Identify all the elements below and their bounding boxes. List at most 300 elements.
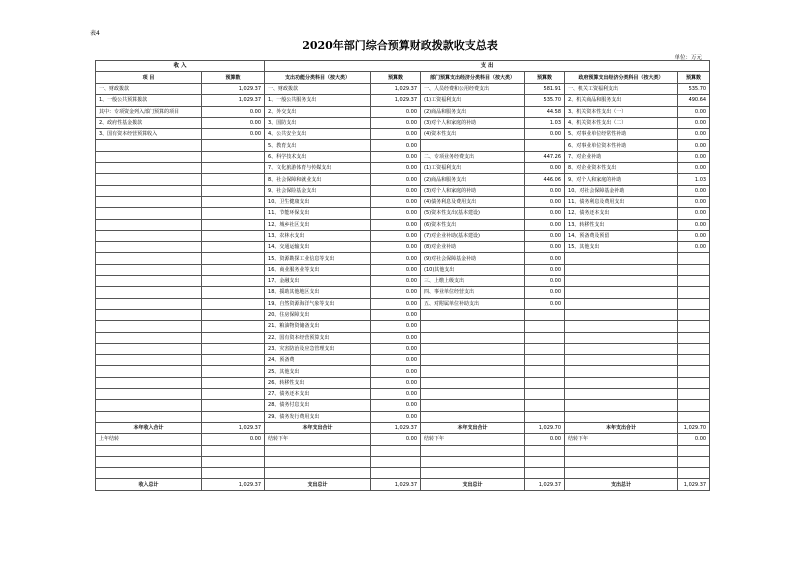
label-cell: 2、机关商品和服务支出 [565, 95, 678, 106]
label-cell: 本年支出合计 [421, 422, 525, 433]
label-cell [96, 355, 202, 366]
col-budget: 预算数 [525, 72, 565, 84]
amount-cell: 1,029.37 [371, 95, 421, 106]
table-row [96, 174, 710, 185]
table-row [96, 298, 710, 309]
amount-cell: 0.00 [525, 219, 565, 230]
amount-cell: 0.00 [371, 264, 421, 275]
label-cell [565, 264, 678, 275]
table-row [96, 287, 710, 298]
label-cell [565, 298, 678, 309]
amount-cell [678, 264, 710, 275]
amount-cell: 0.00 [371, 106, 421, 117]
amount-cell [202, 456, 265, 467]
table-row [96, 219, 710, 230]
amount-cell [525, 377, 565, 388]
amount-cell: 1,029.37 [371, 84, 421, 95]
amount-cell: 0.00 [678, 185, 710, 196]
label-cell: 三、上缴上级支出 [421, 276, 525, 287]
label-cell [565, 377, 678, 388]
amount-cell: 0.00 [525, 264, 565, 275]
amount-cell [202, 366, 265, 377]
column-header-row [96, 72, 710, 84]
year-total-row [96, 422, 710, 433]
table-row [96, 84, 710, 95]
label-cell: 6、科学技术支出 [265, 151, 371, 162]
amount-cell [202, 151, 265, 162]
amount-cell [202, 411, 265, 422]
amount-cell: 0.00 [678, 106, 710, 117]
amount-cell: 0.00 [678, 140, 710, 151]
amount-cell: 1,029.37 [202, 84, 265, 95]
amount-cell: 44.58 [525, 106, 565, 117]
col-dept: 部门预算支出经济分类科目（按大类） [421, 72, 525, 84]
label-cell [565, 445, 678, 456]
label-cell [565, 366, 678, 377]
label-cell: 11、债务利息及费用支出 [565, 196, 678, 207]
label-cell [565, 389, 678, 400]
label-cell [421, 321, 525, 332]
amount-cell [202, 163, 265, 174]
amount-cell [678, 343, 710, 354]
label-cell [96, 456, 202, 467]
label-cell: (4)资本性支出 [421, 129, 525, 140]
amount-cell: 0.00 [678, 151, 710, 162]
amount-cell [202, 400, 265, 411]
document-tag: 表4 [90, 30, 100, 37]
label-cell: 22、国有资本经营预算支出 [265, 332, 371, 343]
label-cell [96, 287, 202, 298]
label-cell: 15、其他支出 [565, 242, 678, 253]
amount-cell: 0.00 [371, 151, 421, 162]
label-cell [565, 355, 678, 366]
table-row [96, 151, 710, 162]
table-row [96, 343, 710, 354]
amount-cell [202, 343, 265, 354]
amount-cell: 0.00 [525, 253, 565, 264]
label-cell [565, 411, 678, 422]
label-cell: (3)对个人和家庭的补助 [421, 117, 525, 128]
label-cell [421, 389, 525, 400]
amount-cell [202, 174, 265, 185]
label-cell [565, 332, 678, 343]
label-cell: (3)对个人和家庭的补助 [421, 185, 525, 196]
label-cell: 15、资源勘探工业信息等支出 [265, 253, 371, 264]
amount-cell: 1,029.37 [525, 479, 565, 490]
label-cell: 10、卫生健康支出 [265, 196, 371, 207]
label-cell [96, 400, 202, 411]
label-cell [421, 355, 525, 366]
amount-cell [525, 389, 565, 400]
label-cell: 4、机关资本性支出（二） [565, 117, 678, 128]
expense-header: 支 出 [265, 61, 710, 72]
amount-cell [525, 468, 565, 479]
table-row [96, 332, 710, 343]
label-cell: 2、政府性基金拨款 [96, 117, 202, 128]
amount-cell: 0.00 [678, 196, 710, 207]
label-cell: 5、对事业单位经常性补助 [565, 129, 678, 140]
table-row [96, 242, 710, 253]
amount-cell: 581.91 [525, 84, 565, 95]
label-cell [421, 309, 525, 320]
label-cell [565, 400, 678, 411]
amount-cell: 0.00 [678, 163, 710, 174]
table-row [96, 185, 710, 196]
label-cell [96, 174, 202, 185]
table-row [96, 366, 710, 377]
label-cell: 29、债务发行费用支出 [265, 411, 371, 422]
label-cell [421, 456, 525, 467]
label-cell [96, 321, 202, 332]
unit-label: 单位：万元 [674, 55, 702, 61]
label-cell [96, 343, 202, 354]
label-cell: 支出总计 [265, 479, 371, 490]
amount-cell: 0.00 [525, 129, 565, 140]
blank-row [96, 445, 710, 456]
amount-cell [371, 456, 421, 467]
label-cell: 2、外交支出 [265, 106, 371, 117]
amount-cell: 0.00 [202, 434, 265, 445]
label-cell: 9、社会保险基金支出 [265, 185, 371, 196]
amount-cell: 0.00 [678, 208, 710, 219]
label-cell [421, 343, 525, 354]
label-cell: 10、对社会保障基金补助 [565, 185, 678, 196]
label-cell: 本年支出合计 [565, 422, 678, 433]
label-cell: (9)对社会保障基金补助 [421, 253, 525, 264]
table-row [96, 355, 710, 366]
amount-cell: 0.00 [371, 163, 421, 174]
amount-cell [525, 366, 565, 377]
label-cell: 5、教育支出 [265, 140, 371, 151]
label-cell: 17、金融支出 [265, 276, 371, 287]
amount-cell: 0.00 [371, 117, 421, 128]
label-cell: 本年收入合计 [96, 422, 202, 433]
label-cell: 23、灾害防治及应急管理支出 [265, 343, 371, 354]
amount-cell: 0.00 [202, 106, 265, 117]
label-cell: (4)债务利息及费用支出 [421, 196, 525, 207]
amount-cell [678, 309, 710, 320]
table-row [96, 117, 710, 128]
amount-cell: 0.00 [371, 400, 421, 411]
table-row [96, 106, 710, 117]
amount-cell [678, 366, 710, 377]
label-cell [96, 468, 202, 479]
amount-cell [525, 456, 565, 467]
amount-cell [678, 355, 710, 366]
amount-cell [525, 332, 565, 343]
grand-total-row [96, 479, 710, 490]
label-cell: 支出总计 [565, 479, 678, 490]
label-cell: 1、一般公共服务支出 [265, 95, 371, 106]
amount-cell [371, 468, 421, 479]
label-cell [265, 468, 371, 479]
amount-cell: 1,029.70 [525, 422, 565, 433]
label-cell [565, 287, 678, 298]
amount-cell [525, 140, 565, 151]
label-cell [565, 309, 678, 320]
label-cell: 3、国有资本经营预算收入 [96, 129, 202, 140]
amount-cell [202, 208, 265, 219]
amount-cell: 447.26 [525, 151, 565, 162]
amount-cell [678, 332, 710, 343]
label-cell [96, 389, 202, 400]
label-cell: 18、援助其他地区支出 [265, 287, 371, 298]
amount-cell [202, 287, 265, 298]
amount-cell [678, 389, 710, 400]
table-row [96, 140, 710, 151]
table-row [96, 253, 710, 264]
label-cell: 13、转移性支出 [565, 219, 678, 230]
amount-cell [678, 400, 710, 411]
label-cell [96, 366, 202, 377]
amount-cell [678, 456, 710, 467]
label-cell [265, 445, 371, 456]
label-cell: 26、转移性支出 [265, 377, 371, 388]
label-cell [565, 468, 678, 479]
label-cell [96, 411, 202, 422]
amount-cell: 1,029.37 [202, 479, 265, 490]
amount-cell [678, 298, 710, 309]
label-cell [565, 321, 678, 332]
amount-cell [202, 309, 265, 320]
amount-cell: 0.00 [371, 185, 421, 196]
amount-cell: 490.64 [678, 95, 710, 106]
amount-cell: 0.00 [202, 129, 265, 140]
label-cell: 结转下年 [421, 434, 525, 445]
amount-cell [202, 332, 265, 343]
label-cell [96, 219, 202, 230]
amount-cell [678, 276, 710, 287]
label-cell [565, 253, 678, 264]
label-cell: 13、农林水支出 [265, 230, 371, 241]
amount-cell: 0.00 [371, 196, 421, 207]
label-cell [96, 309, 202, 320]
amount-cell: 0.00 [371, 242, 421, 253]
label-cell: 五、对附属单位补助支出 [421, 298, 525, 309]
label-cell [96, 276, 202, 287]
amount-cell [525, 309, 565, 320]
blank-row [96, 456, 710, 467]
label-cell: 支出总计 [421, 479, 525, 490]
amount-cell [525, 400, 565, 411]
table-row [96, 95, 710, 106]
amount-cell: 0.00 [371, 343, 421, 354]
label-cell: 3、国防支出 [265, 117, 371, 128]
amount-cell: 0.00 [202, 117, 265, 128]
label-cell [96, 253, 202, 264]
label-cell [565, 276, 678, 287]
label-cell: 1、一般公共预算拨款 [96, 95, 202, 106]
amount-cell: 0.00 [525, 276, 565, 287]
amount-cell [678, 377, 710, 388]
label-cell [421, 400, 525, 411]
label-cell: 一、财政拨款 [265, 84, 371, 95]
amount-cell: 1.03 [678, 174, 710, 185]
amount-cell [202, 298, 265, 309]
amount-cell: 1,029.37 [202, 95, 265, 106]
label-cell: 14、预备费及预留 [565, 230, 678, 241]
amount-cell [202, 185, 265, 196]
label-cell: 4、公共安全支出 [265, 129, 371, 140]
label-cell [421, 411, 525, 422]
amount-cell: 0.00 [371, 366, 421, 377]
label-cell [421, 468, 525, 479]
label-cell [96, 445, 202, 456]
amount-cell: 0.00 [525, 434, 565, 445]
amount-cell: 0.00 [371, 174, 421, 185]
label-cell: 21、粮油物资储备支出 [265, 321, 371, 332]
label-cell: 上年结转 [96, 434, 202, 445]
label-cell: (7)对企业补助(基本建设) [421, 230, 525, 241]
amount-cell [202, 140, 265, 151]
amount-cell: 0.00 [525, 208, 565, 219]
amount-cell: 1,029.37 [371, 479, 421, 490]
label-cell: 19、自然资源海洋气象等支出 [265, 298, 371, 309]
col-item: 项 目 [96, 72, 202, 84]
amount-cell: 0.00 [371, 253, 421, 264]
amount-cell: 535.70 [678, 84, 710, 95]
label-cell: (6)资本性支出 [421, 219, 525, 230]
amount-cell [678, 253, 710, 264]
amount-cell [525, 355, 565, 366]
income-header: 收 入 [96, 61, 265, 72]
label-cell: 7、对企业补助 [565, 151, 678, 162]
label-cell [421, 445, 525, 456]
blank-row [96, 468, 710, 479]
amount-cell [202, 468, 265, 479]
amount-cell: 0.00 [371, 355, 421, 366]
label-cell: 一、人员经费和公用经费支出 [421, 84, 525, 95]
amount-cell [202, 355, 265, 366]
amount-cell [525, 445, 565, 456]
amount-cell: 0.00 [371, 309, 421, 320]
amount-cell [678, 445, 710, 456]
amount-cell [202, 389, 265, 400]
label-cell: 9、对个人和家庭的补助 [565, 174, 678, 185]
label-cell [96, 196, 202, 207]
label-cell [96, 163, 202, 174]
label-cell [96, 242, 202, 253]
amount-cell: 0.00 [678, 242, 710, 253]
label-cell: 收入总计 [96, 479, 202, 490]
label-cell [421, 377, 525, 388]
amount-cell: 1,029.37 [678, 479, 710, 490]
amount-cell [202, 276, 265, 287]
amount-cell: 1,029.70 [678, 422, 710, 433]
table-row [96, 377, 710, 388]
label-cell: (2)商品和服务支出 [421, 106, 525, 117]
label-cell [565, 343, 678, 354]
label-cell: 14、交通运输支出 [265, 242, 371, 253]
table-row [96, 400, 710, 411]
label-cell: 16、商业服务业等支出 [265, 264, 371, 275]
amount-cell: 1,029.37 [202, 422, 265, 433]
label-cell: 本年支出合计 [265, 422, 371, 433]
amount-cell [202, 253, 265, 264]
col-budget: 预算数 [202, 72, 265, 84]
label-cell [96, 377, 202, 388]
amount-cell: 1.03 [525, 117, 565, 128]
amount-cell: 0.00 [371, 332, 421, 343]
label-cell [96, 208, 202, 219]
amount-cell: 535.70 [525, 95, 565, 106]
label-cell [265, 456, 371, 467]
label-cell: 二、专项业务经费支出 [421, 151, 525, 162]
col-budget: 预算数 [678, 72, 710, 84]
table-row [96, 196, 710, 207]
amount-cell: 446.06 [525, 174, 565, 185]
table-row [96, 264, 710, 275]
table-row [96, 129, 710, 140]
table-row [96, 276, 710, 287]
label-cell: 8、对企业资本性支出 [565, 163, 678, 174]
label-cell: 28、债务付息支出 [265, 400, 371, 411]
table-row [96, 163, 710, 174]
amount-cell: 0.00 [678, 117, 710, 128]
label-cell [96, 264, 202, 275]
col-func: 支出功能分类科目（按大类） [265, 72, 371, 84]
label-cell: 6、对事业单位资本性补助 [565, 140, 678, 151]
label-cell: 25、其他支出 [265, 366, 371, 377]
amount-cell: 0.00 [371, 140, 421, 151]
amount-cell: 0.00 [371, 287, 421, 298]
amount-cell [202, 230, 265, 241]
amount-cell: 0.00 [525, 298, 565, 309]
amount-cell [202, 264, 265, 275]
label-cell [96, 185, 202, 196]
label-cell: 24、预备费 [265, 355, 371, 366]
label-cell: 12、债务还本支出 [565, 208, 678, 219]
label-cell [421, 366, 525, 377]
amount-cell [525, 411, 565, 422]
budget-table [95, 60, 710, 491]
label-cell: 一、财政拨款 [96, 84, 202, 95]
amount-cell [678, 411, 710, 422]
label-cell: (10)其他支出 [421, 264, 525, 275]
col-budget: 预算数 [371, 72, 421, 84]
amount-cell: 0.00 [678, 219, 710, 230]
amount-cell: 0.00 [371, 219, 421, 230]
label-cell: 3、机关资本性支出（一） [565, 106, 678, 117]
amount-cell: 0.00 [371, 434, 421, 445]
table-row [96, 321, 710, 332]
table-row [96, 389, 710, 400]
label-cell: (1)工资福利支出 [421, 95, 525, 106]
label-cell [96, 140, 202, 151]
amount-cell [678, 321, 710, 332]
amount-cell: 0.00 [678, 129, 710, 140]
amount-cell: 0.00 [371, 298, 421, 309]
label-cell: (8)对企业补助 [421, 242, 525, 253]
col-gov: 政府预算支出经济分类科目（按大类） [565, 72, 678, 84]
page-title: 2020年部门综合预算财政拨款收支总表 [302, 39, 498, 52]
label-cell: 四、事业单位经营支出 [421, 287, 525, 298]
amount-cell [525, 321, 565, 332]
table-row [96, 208, 710, 219]
label-cell [96, 230, 202, 241]
table-row [96, 230, 710, 241]
amount-cell [202, 377, 265, 388]
amount-cell [525, 343, 565, 354]
amount-cell: 0.00 [371, 411, 421, 422]
amount-cell: 0.00 [525, 196, 565, 207]
table-row [96, 309, 710, 320]
amount-cell [678, 287, 710, 298]
amount-cell: 1,029.37 [371, 422, 421, 433]
amount-cell [202, 321, 265, 332]
label-cell [421, 140, 525, 151]
carry-row [96, 434, 710, 445]
